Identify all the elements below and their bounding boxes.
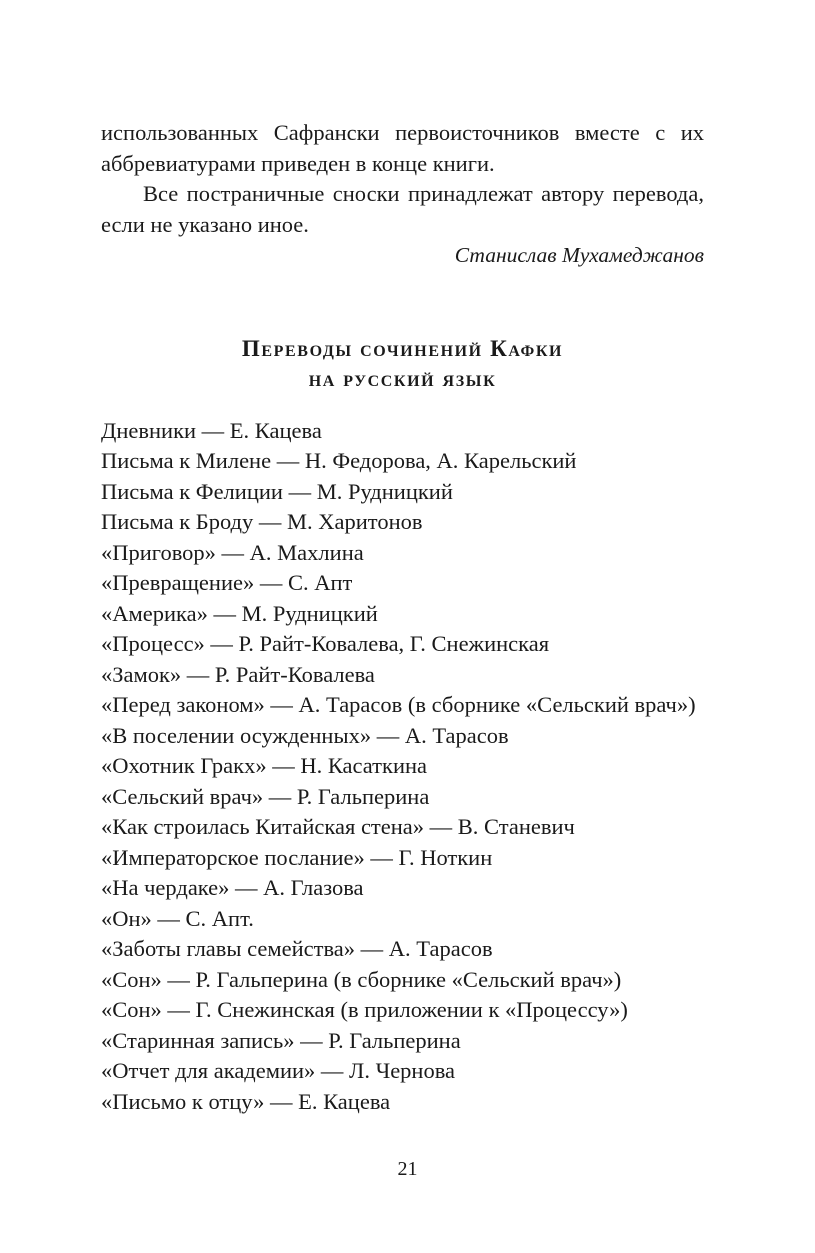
list-item: «Заботы главы семейства» — А. Тарасов [101, 936, 493, 961]
page-body [101, 118, 704, 1117]
list-item: «Америка» — М. Рудницкий [101, 600, 378, 626]
list-item: Дневники — Е. Кацева [101, 417, 322, 443]
page-number: 21 [397, 1158, 418, 1180]
list-item: «Процесс» — Р. Райт-Ковалева, Г. Снежинская [101, 631, 550, 656]
list-item: «Замок» — Р. Райт-Ковалева [101, 661, 375, 687]
translator-signature: Станислав Мухамеджанов [454, 243, 704, 267]
list-item: «Сон» — Г. Снежинская (в приложении к «Процессу») [101, 997, 628, 1022]
list-item: «Охотник Гракх» — Н. Касаткина [101, 753, 428, 778]
list-item: «Отчет для академии» — Л. Чернова [101, 1058, 456, 1083]
list-item: «Он» — С. Апт. [101, 905, 254, 931]
list-item: «Сельский врач» — Р. Гальперина [101, 783, 430, 809]
list-item: «Императорское послание» — Г. Ноткин [101, 844, 493, 870]
list-item: Письма к Милене — Н. Федорова, А. Карельский [101, 448, 577, 473]
section-heading-line-1: Переводы сочинений Кафки [241, 335, 564, 361]
list-item: «В поселении осужденных» — А. Тарасов [101, 722, 509, 748]
translations-list [101, 416, 704, 1118]
list-item: Письма к Броду — М. Харитонов [101, 509, 423, 534]
section-heading [101, 334, 704, 394]
list-item: «Старинная запись» — Р. Гальперина [101, 1027, 461, 1053]
list-item: «Как строилась Китайская стена» — В. Станевич [101, 814, 575, 839]
section-heading-line-2: на русский язык [308, 365, 497, 391]
footnote-note-paragraph: Все постраничные сноски принадлежат автору перевода, если не указано иное. [101, 181, 704, 237]
list-item: «Приговор» — А. Махлина [101, 539, 364, 565]
list-item: «Письмо к отцу» — Е. Кацева [101, 1088, 391, 1114]
intro-paragraph: использованных Сафрански первоисточников вместе с их аббревиатурами приведен в конце книги. [101, 120, 704, 176]
list-item: Письма к Фелиции — М. Рудницкий [101, 478, 453, 504]
list-item: «На чердаке» — А. Глазова [101, 875, 364, 900]
list-item: «Перед законом» — А. Тарасов (в сборнике «Сельский врач») [101, 692, 696, 717]
list-item: «Превращение» — С. Апт [101, 570, 353, 595]
list-item: «Сон» — Р. Гальперина (в сборнике «Сельский врач») [101, 966, 622, 992]
